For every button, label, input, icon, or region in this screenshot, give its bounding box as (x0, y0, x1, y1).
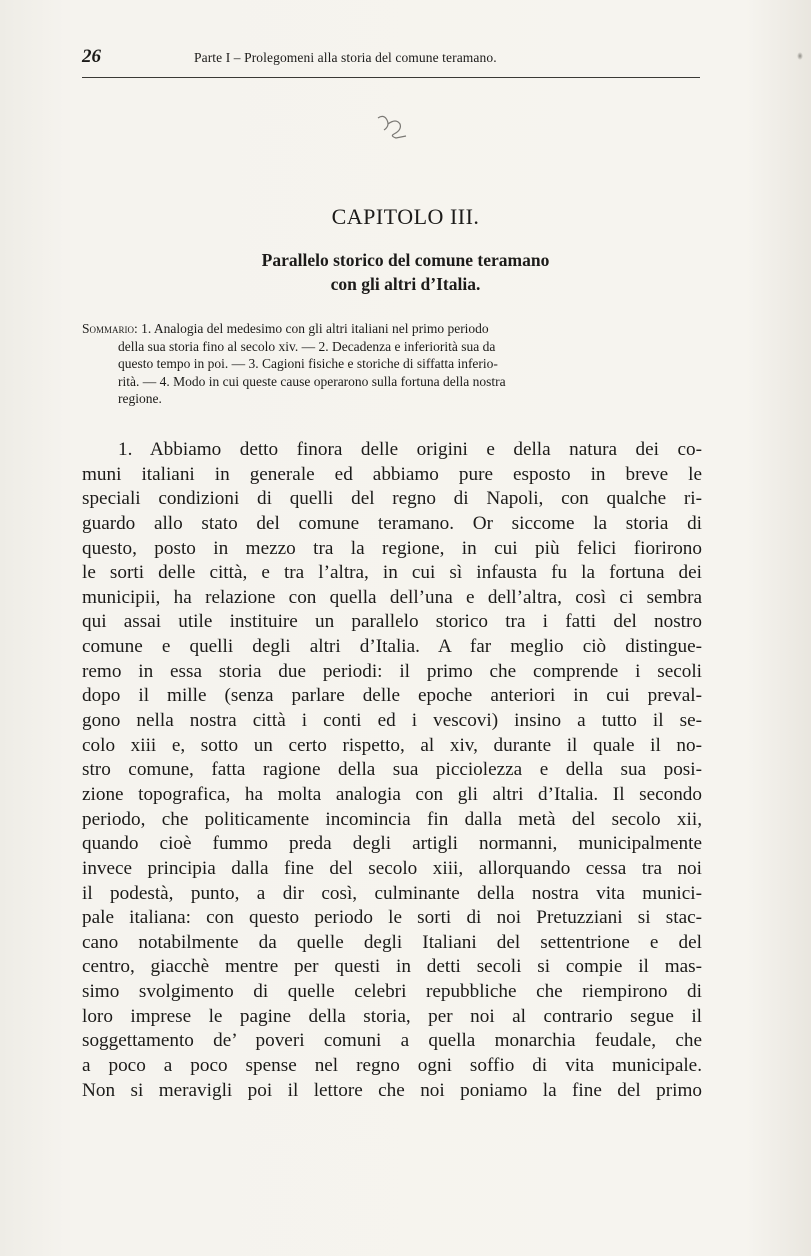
body-line: dopo il mille (senza parlare delle epoche anteriori in cui preval- (82, 685, 702, 707)
body-line: quando cioè fummo preda degli artigli normanni, municipalmente (82, 833, 702, 855)
page-header (82, 46, 702, 74)
body-line: centro, giacchè mentre per questi in detti secoli si compie il mas- (82, 956, 702, 978)
summary-line: rità. — 4. Modo in cui queste cause operarono sulla fortuna della nostra (118, 373, 506, 389)
running-head: Parte I – Prolegomeni alla storia del comune teramano. (194, 50, 497, 65)
summary-line (82, 320, 702, 338)
body-line: qui assai utile instituire un parallelo storico tra i fatti del nostro (82, 611, 702, 633)
header-rule (82, 77, 700, 78)
body-line: le sorti delle città, e tra l’altra, in cui sì infausta fu la fortuna dei (82, 562, 702, 584)
body-line: invece principia dalla fine del secolo xiii, allorquando cessa tra noi (82, 857, 702, 879)
body-line: Non si meravigli poi il lettore che noi poniamo la fine del primo (82, 1079, 702, 1101)
chapter-subtitle-line: Parallelo storico del comune teramano (261, 250, 550, 270)
summary-line-text: : 1. Analogia del medesimo con gli altri italiani nel primo periodo (134, 321, 489, 336)
body-line: loro imprese le pagine della storia, per noi al contrario segue il (82, 1005, 702, 1027)
margin-smudge (797, 52, 803, 60)
chapter-title: CAPITOLO III. (331, 204, 480, 229)
body-line: municipii, ha relazione con quella dell’una e dell’altra, così ci sembra (82, 586, 702, 608)
body-line: muni italiani in generale ed abbiamo pure esposto in breve le (82, 463, 702, 485)
page-number: 26 (82, 46, 101, 67)
body-line: soggettamento de’ poveri comuni a quella monarchia feudale, che (82, 1030, 702, 1052)
body-line: colo xiii e, sotto un certo rispetto, al xiv, durante il quale il no- (82, 734, 702, 756)
chapter-subtitle (0, 248, 811, 296)
chapter-subtitle-line: con gli altri d’Italia. (330, 274, 481, 294)
body-line: stro comune, fatta ragione della sua picciolezza e della sua posi- (82, 759, 702, 781)
body-line: a poco a poco spense nel regno ogni soffio di vita municipale. (82, 1055, 702, 1077)
body-line: speciali condizioni di quelli del regno di Napoli, con qualche ri- (82, 488, 702, 510)
chapter-summary (82, 320, 702, 408)
summary-line: regione. (118, 391, 162, 407)
body-line: guardo allo stato del comune teramano. Or siccome la storia di (82, 512, 702, 534)
body-line: questo, posto in mezzo tra la regione, in cui più felici fiorirono (82, 537, 702, 559)
body-line: cano notabilmente da quelle degli Italiani del settentrione e del (82, 931, 702, 953)
body-line: gono nella nostra città i conti ed i vescovi) insino a tutto il se- (82, 710, 702, 732)
body-line: il podestà, punto, a dir così, culminante della nostra vita munici- (82, 882, 702, 904)
body-line: comune e quelli degli altri d’Italia. A far meglio ciò distingue- (82, 636, 702, 658)
summary-line: della sua storia fino al secolo xiv. — 2. Decadenza e inferiorità sua da (118, 338, 496, 354)
body-line: zione topografica, ha molta analogia con gli altri d’Italia. Il secondo (82, 783, 702, 805)
body-text (82, 438, 702, 1103)
pencil-annotation-mark (372, 110, 412, 146)
summary-line: questo tempo in poi. — 3. Cagioni fisiche e storiche di siffatta inferio- (118, 356, 498, 372)
body-line: simo svolgimento di quelle celebri repubbliche che riempirono di (82, 981, 702, 1003)
summary-label: Sommario (82, 321, 135, 336)
body-line: remo in essa storia due periodi: il primo che comprende i secoli (82, 660, 702, 682)
body-line: pale italiana: con questo periodo le sorti di noi Pretuzziani si stac- (82, 907, 702, 929)
body-line: 1. Abbiamo detto finora delle origini e della natura dei co- (118, 439, 702, 460)
body-line: periodo, che politicamente incomincia fin dalla metà del secolo xii, (82, 808, 702, 830)
